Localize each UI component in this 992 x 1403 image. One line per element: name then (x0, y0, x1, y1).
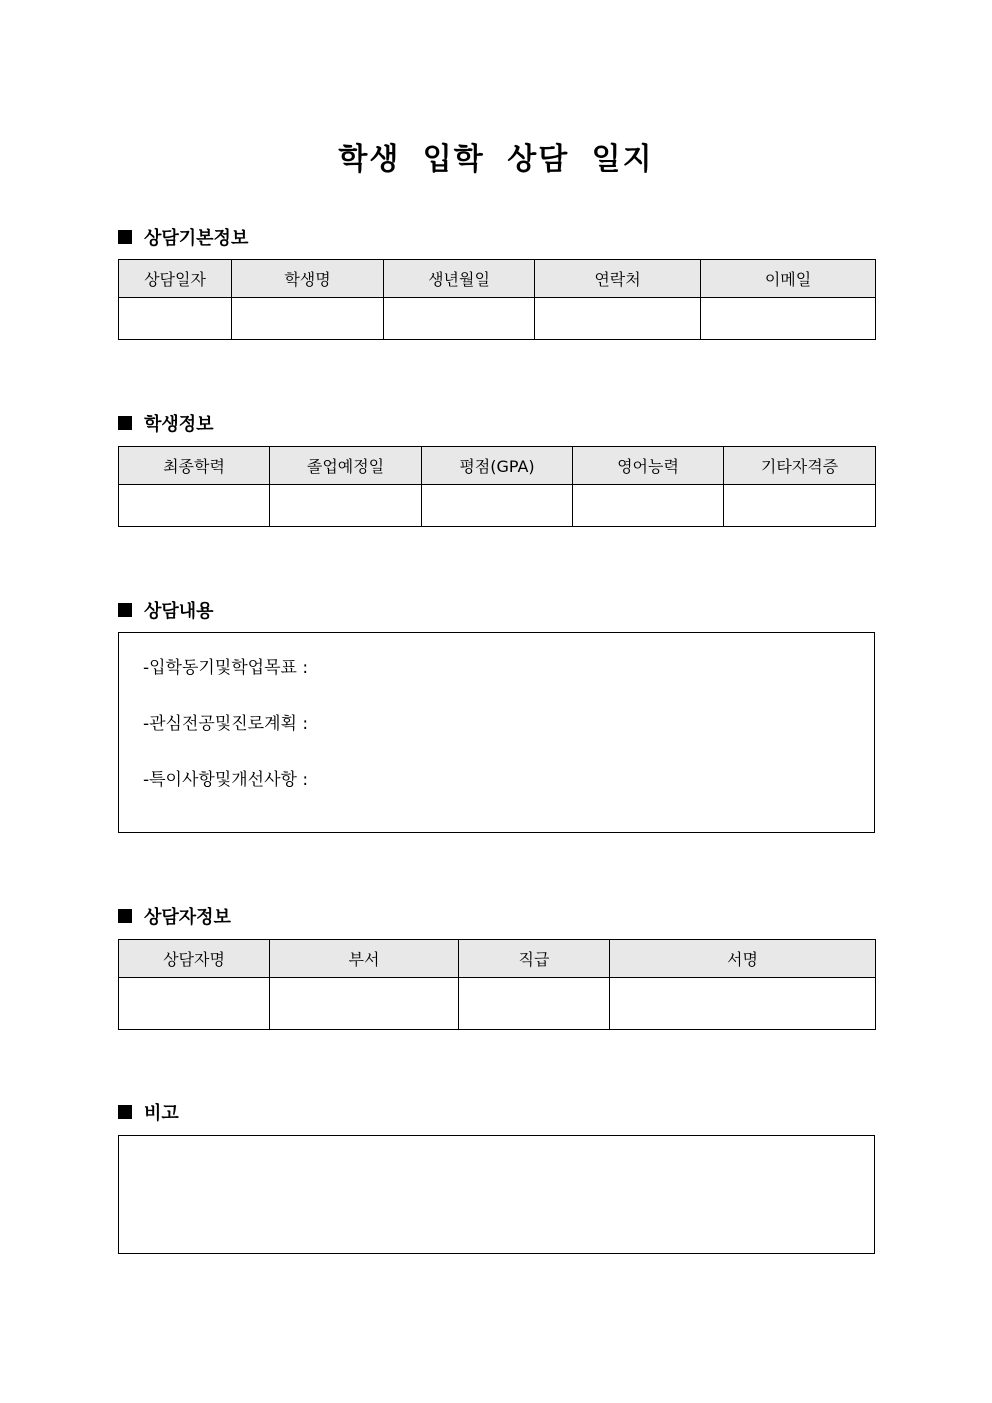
section-heading-label: 비고 (144, 1103, 179, 1124)
table-input-row (119, 298, 876, 340)
table-header-row (119, 940, 876, 978)
signature-field[interactable] (610, 978, 876, 1030)
student-info-table (118, 446, 876, 527)
email-field[interactable] (701, 298, 876, 340)
square-bullet-icon (118, 603, 132, 617)
square-bullet-icon (118, 230, 132, 244)
counselor-name-field[interactable] (119, 978, 270, 1030)
square-bullet-icon (118, 909, 132, 923)
department-field[interactable] (270, 978, 459, 1030)
column-header: 상담일자 (119, 260, 232, 298)
column-header: 기타자격증 (724, 447, 876, 485)
birth-date-field[interactable] (384, 298, 535, 340)
table-input-row (119, 978, 876, 1030)
column-header: 이메일 (701, 260, 876, 298)
student-name-field[interactable] (232, 298, 384, 340)
table-header-row (119, 447, 876, 485)
section-heading-student-info (118, 410, 214, 436)
column-header: 평점(GPA) (422, 447, 573, 485)
content-line-motivation: -입학동기및학업목표 : (143, 658, 309, 678)
final-education-field[interactable] (119, 485, 270, 527)
basic-info-table (118, 259, 876, 340)
column-header: 직급 (459, 940, 610, 978)
section-heading-label: 상담기본정보 (144, 228, 249, 249)
content-line-career-plan: -관심전공및진로계획 : (143, 714, 309, 734)
column-header: 부서 (270, 940, 459, 978)
square-bullet-icon (118, 416, 132, 430)
table-input-row (119, 485, 876, 527)
graduation-date-field[interactable] (270, 485, 422, 527)
remarks-box[interactable] (118, 1135, 875, 1254)
section-heading-label: 상담내용 (144, 601, 214, 622)
column-header: 서명 (610, 940, 876, 978)
section-heading-label: 학생정보 (144, 414, 214, 435)
column-header: 학생명 (232, 260, 384, 298)
section-heading-label: 상담자정보 (144, 907, 231, 928)
counselor-info-table (118, 939, 876, 1030)
consult-date-field[interactable] (119, 298, 232, 340)
english-ability-field[interactable] (573, 485, 724, 527)
section-heading-basic-info (118, 224, 248, 250)
contact-field[interactable] (535, 298, 701, 340)
section-heading-remarks (118, 1099, 179, 1125)
certificates-field[interactable] (724, 485, 876, 527)
column-header: 생년월일 (384, 260, 535, 298)
page-title: 학생 입학 상담 일지 (338, 142, 654, 177)
gpa-field[interactable] (422, 485, 573, 527)
table-header-row (119, 260, 876, 298)
column-header: 영어능력 (573, 447, 724, 485)
position-field[interactable] (459, 978, 610, 1030)
column-header: 연락처 (535, 260, 701, 298)
square-bullet-icon (118, 1105, 132, 1119)
column-header: 졸업예정일 (270, 447, 422, 485)
column-header: 최종학력 (119, 447, 270, 485)
section-heading-consult-content (118, 597, 214, 623)
content-line-notes: -특이사항및개선사항 : (143, 770, 309, 790)
consult-content-box[interactable] (118, 632, 875, 833)
column-header: 상담자명 (119, 940, 270, 978)
section-heading-counselor-info (118, 903, 231, 929)
